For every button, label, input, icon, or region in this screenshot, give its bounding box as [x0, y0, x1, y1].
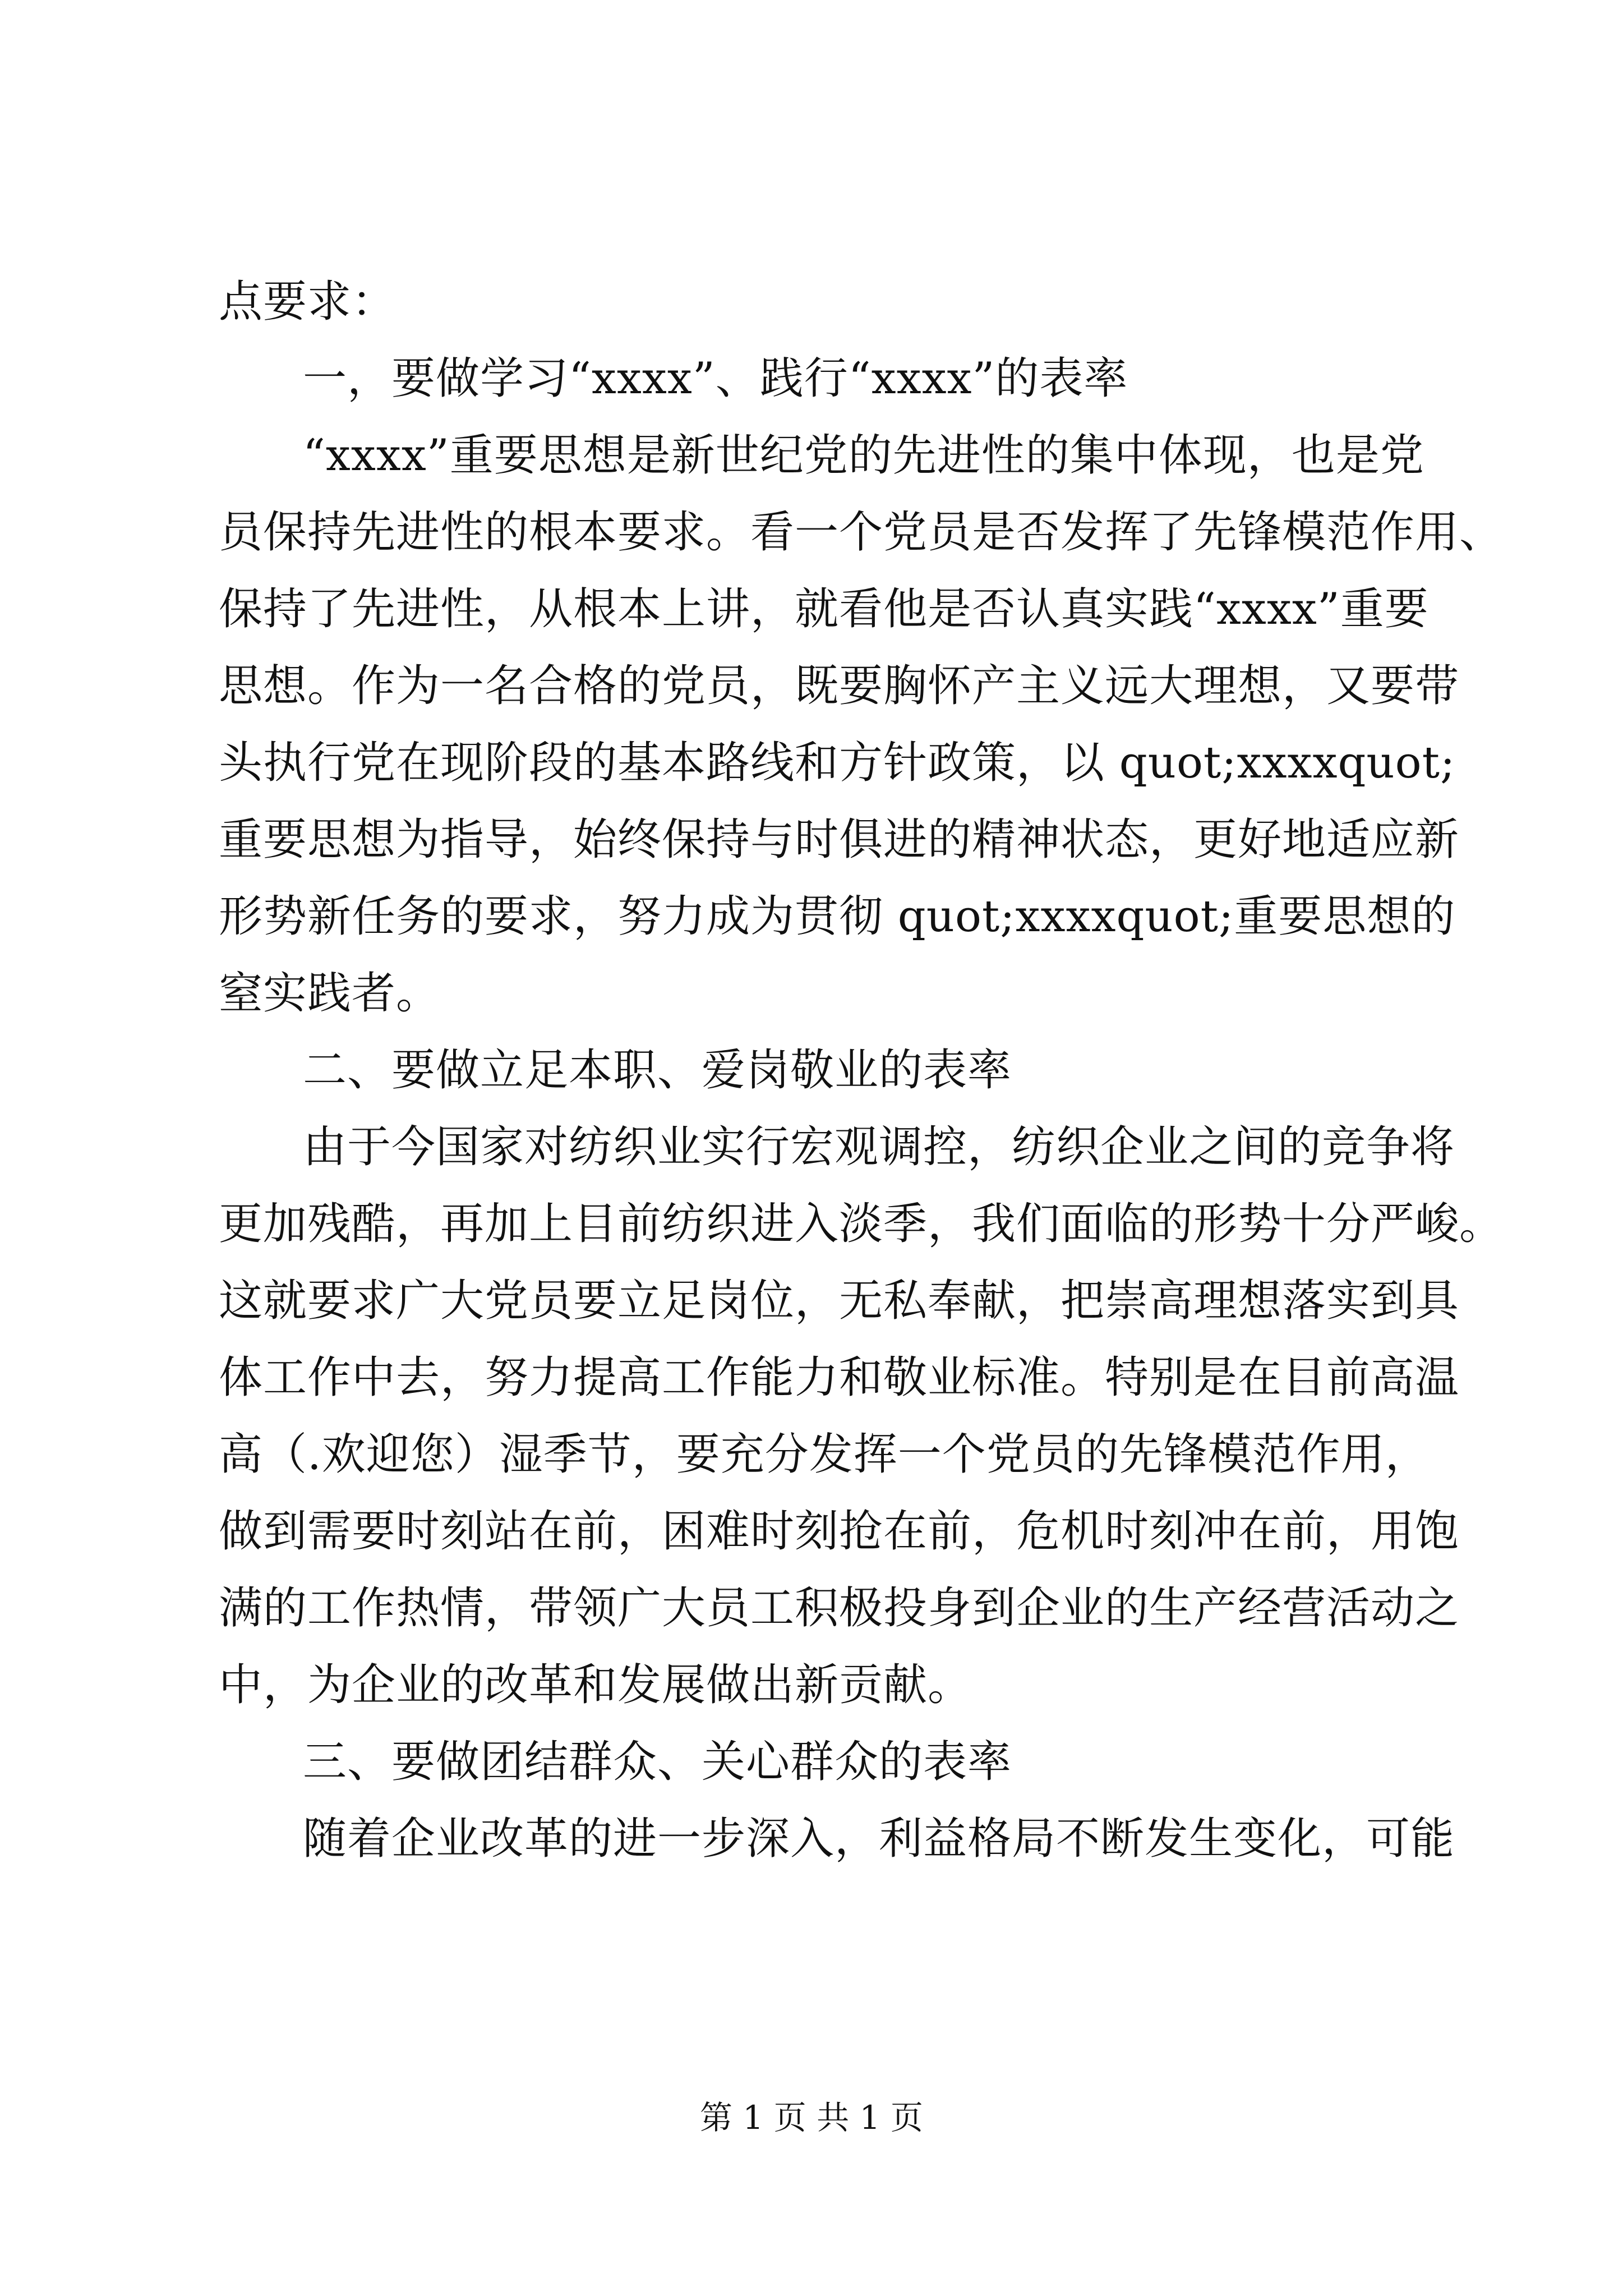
- text-line: 保持了先进性，从根本上讲，就看他是否认真实践“xxxx”重要: [219, 584, 1429, 634]
- document-body: [219, 264, 1504, 1878]
- text-line: 思想。作为一名合格的党员，既要胸怀产主义远大理想，又要带: [219, 661, 1460, 711]
- text-line: 高（.欢迎您）湿季节，要充分发挥一个党员的先锋模范作用，: [219, 1429, 1430, 1480]
- text-line: 中，为企业的改革和发展做出新贡献。: [219, 1660, 972, 1710]
- page-footer: 第 1 页 共 1 页: [700, 2099, 923, 2137]
- text-line: 头执行党在现阶段的基本路线和方针政策，以 quot;xxxxquot;: [219, 738, 1456, 788]
- text-line: 更加残酷，再加上目前纺织进入淡季，我们面临的形势十分严峻。: [219, 1199, 1504, 1249]
- text-line: 满的工作热情，带领广大员工积极投身到企业的生产经营活动之: [219, 1583, 1460, 1634]
- text-line: 形势新任务的要求，努力成为贯彻 quot;xxxxquot;重要思想的: [219, 891, 1456, 942]
- text-line: 体工作中去，努力提高工作能力和敬业标准。特别是在目前高温: [219, 1352, 1460, 1403]
- text-line: 重要思想为指导，始终保持与时俱进的精神状态，更好地适应新: [219, 815, 1460, 865]
- text-line: 二、要做立足本职、爱岗敬业的表率: [303, 1045, 1012, 1096]
- text-line: 随着企业改革的进一步深入，利益格局不断发生变化，可能: [303, 1814, 1455, 1864]
- text-line: 做到需要时刻站在前，困难时刻抢在前，危机时刻冲在前，用饱: [219, 1506, 1460, 1557]
- text-line: 点要求：: [219, 277, 396, 327]
- text-line: 由于今国家对纺织业实行宏观调控，纺织企业之间的竞争将: [303, 1122, 1455, 1172]
- text-line: 三、要做团结群众、关心群众的表率: [303, 1737, 1012, 1787]
- text-line: 一，要做学习“xxxx”、践行“xxxx”的表率: [303, 353, 1128, 404]
- text-line: 这就要求广大党员要立足岗位，无私奉献，把崇高理想落实到具: [219, 1276, 1460, 1326]
- text-line: 窒实践者。: [219, 968, 441, 1019]
- text-line: “xxxx”重要思想是新世纪党的先进性的集中体现，也是党: [303, 430, 1424, 481]
- text-line: 员保持先进性的根本要求。看一个党员是否发挥了先锋模范作用、: [219, 507, 1504, 558]
